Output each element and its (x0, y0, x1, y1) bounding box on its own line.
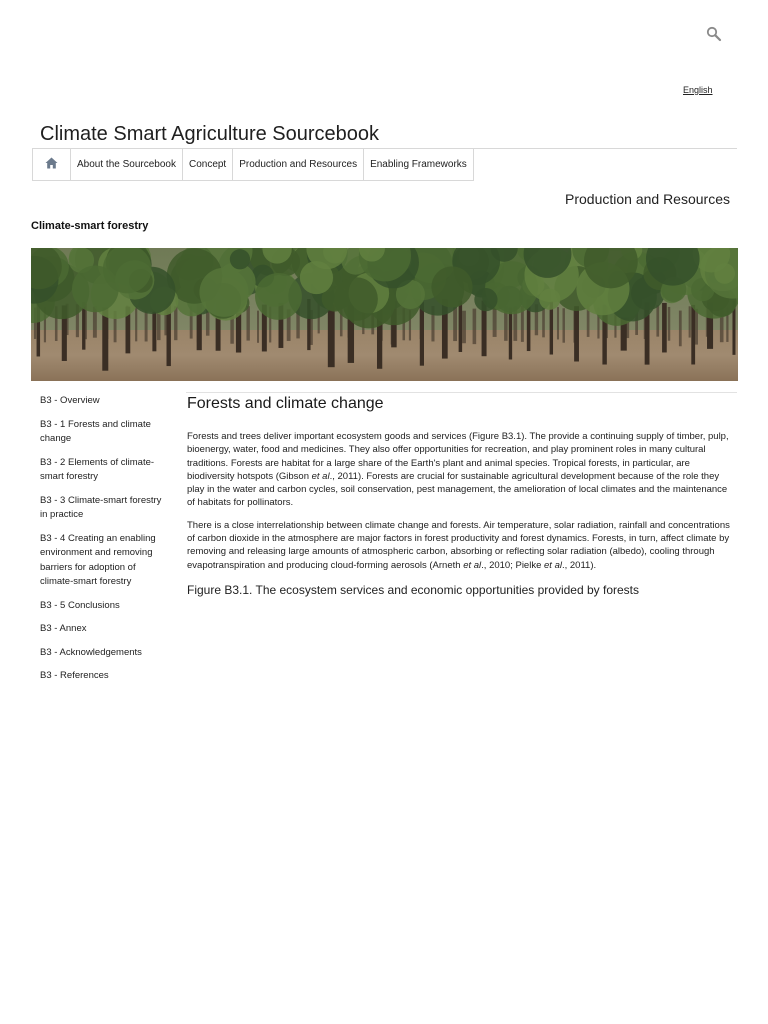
nav-enabling[interactable]: Enabling Frameworks (370, 159, 467, 170)
paragraph-text: ., 2011). Forests are crucial for sustainable agricultural development because of the role they play in the water and carbon cycles, soil conservation, pest management, the amelioration of local climates and the maintenance of habitats for pollinators. (187, 470, 728, 509)
sidebar-item-elements[interactable]: B3 - 2 Elements of climate-smart forestry (40, 456, 155, 482)
site-title[interactable]: Climate Smart Agriculture Sourcebook (40, 123, 380, 145)
citation-etal: et al (463, 559, 482, 571)
sidebar-nav (40, 394, 168, 693)
sidebar-item-forests-climate-change[interactable]: B3 - 1 Forests and climate change (40, 418, 151, 444)
paragraph-text: Forests and trees deliver important ecosystem goods and services (Figure B3.1). The provide a continuing supply of timber, pulp, bioenergy, water, food and medicines. They also offer opportunities for recreation, and play prominent roles in many cultural traditions. Forests are habitat for a large share of the Earth's plant and animal species. Tropical forests, in particular, are biodiversity hotspots (Gibson (187, 431, 729, 482)
figure-caption: Figure B3.1. The ecosystem services and economic opportunities provided by forests (187, 582, 640, 597)
nav-about[interactable]: About the Sourcebook (71, 149, 183, 180)
content-divider (186, 392, 737, 393)
citation-etal: et al (311, 470, 330, 482)
article-title: Forests and climate change (187, 395, 384, 412)
sidebar-item-references[interactable]: B3 - References (40, 670, 109, 681)
nav-home[interactable] (33, 149, 71, 180)
sidebar-item-in-practice[interactable]: B3 - 3 Climate-smart forestry in practice (40, 494, 162, 520)
nav-concept[interactable]: Concept (183, 149, 233, 180)
sidebar-item-annex[interactable]: B3 - Annex (40, 623, 87, 634)
paragraph-text: ., 2010; Pielke (481, 559, 545, 571)
sidebar-item-conclusions[interactable]: B3 - 5 Conclusions (40, 599, 120, 611)
sidebar-item-acknowledgements[interactable]: B3 - Acknowledgements (40, 646, 142, 658)
nav-production[interactable]: Production and Resources (233, 149, 364, 180)
sidebar-item-overview[interactable]: B3 - Overview (40, 395, 100, 406)
language-link[interactable]: English (683, 85, 713, 95)
sidebar-item-enabling-environment[interactable]: B3 - 4 Creating an enabling environment and removing barriers for adoption of climate-smart forestry (40, 532, 156, 587)
forest-banner-image (31, 248, 738, 381)
main-content (187, 394, 737, 598)
section-heading: Production and Resources (565, 191, 730, 207)
page-subtitle: Climate-smart forestry (31, 220, 149, 232)
paragraph-text: There is a close interrelationship between climate change and forests. Air temperature, solar radiation, rainfall and concentrations of carbon dioxide in the atmosphere are major factors in forest productivity and forest dynamics. Forests, in turn, affect climate by removing and releasing large amounts of atmospheric carbon, absorbing or reflecting solar radiation (albedo), cooling through evapotranspiration and producing cloud-forming aerosols (Arneth (187, 519, 730, 571)
citation-etal: et al (544, 559, 562, 571)
paragraph-climate-interrelationship (187, 519, 737, 572)
paragraph-ecosystem-services (187, 430, 737, 510)
search-icon[interactable] (706, 26, 722, 42)
main-nav (32, 149, 474, 181)
paragraph-text: ., 2011). (561, 559, 597, 571)
home-icon (45, 157, 58, 172)
